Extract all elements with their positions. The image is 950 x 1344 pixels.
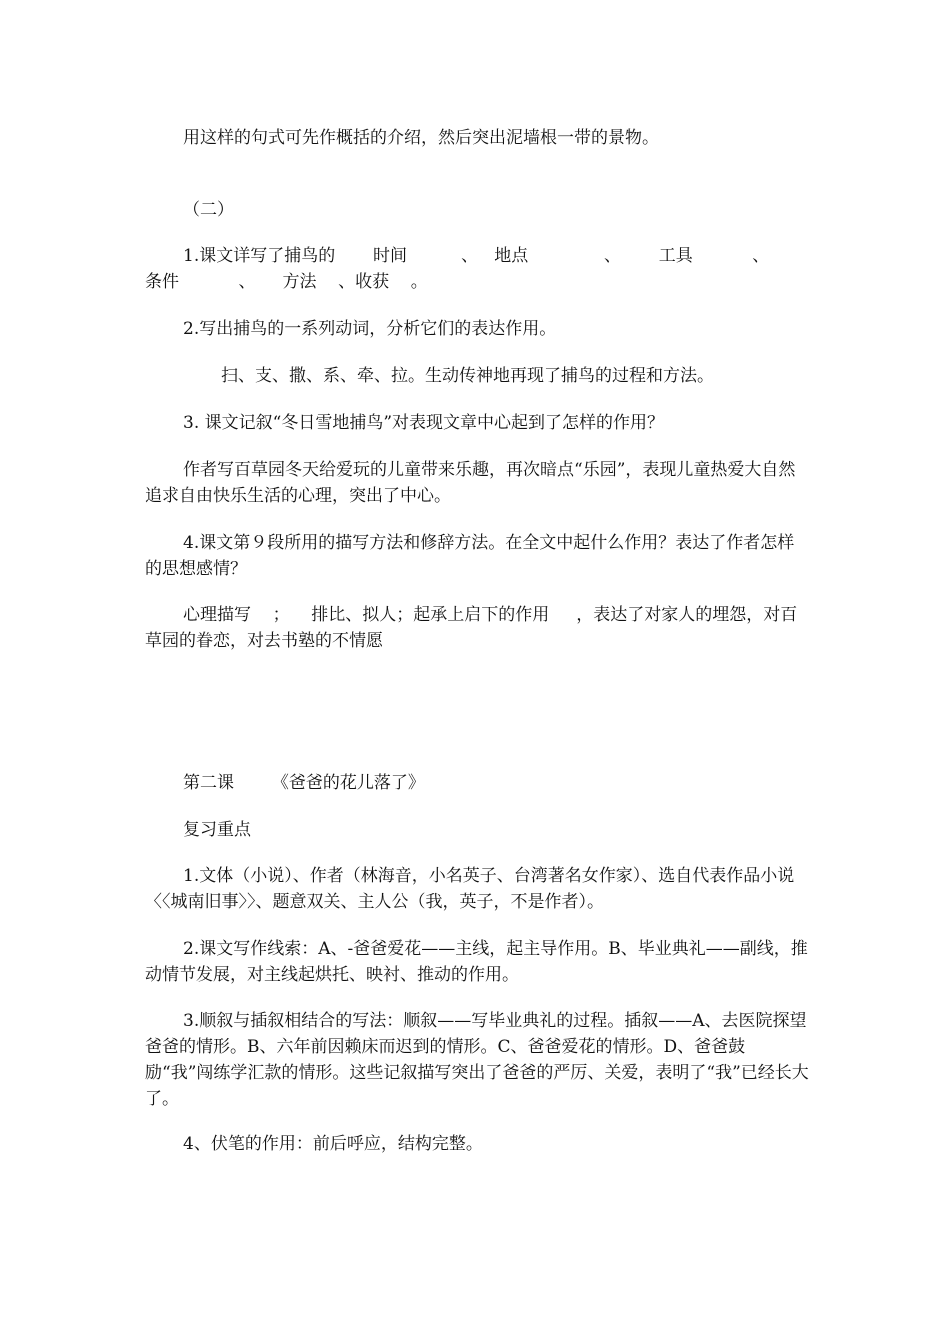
review-point-4: 4、伏笔的作用：前后呼应，结构完整。 xyxy=(183,1134,483,1154)
question-3: 3. 课文记叙“冬日雪地捕鸟”对表现文章中心起到了怎样的作用？ xyxy=(183,413,665,433)
review-point-1: 1.文体（小说）、作者（林海音，小名英子、台湾著名女作家）、选自代表作品小说〈〈城南旧事〉〉、题意双关、主人公（我，英子，不是作者）。 xyxy=(145,866,795,912)
review-heading: 复习重点 xyxy=(183,820,251,840)
question-2: 2.写出捕鸟的一系列动词，分析它们的表达作用。 xyxy=(183,319,557,339)
question-3-answer: 作者写百草园冬天给爱玩的儿童带来乐趣，再次暗点“乐园”，表现儿童热爱大自然追求自由快乐生活的心理，突出了中心。 xyxy=(145,460,796,506)
section-heading: （二） xyxy=(183,200,234,220)
lesson-title: 第二课 《爸爸的花儿落了》 xyxy=(183,773,425,793)
review-point-3: 3.顺叙与插叙相结合的写法：顺叙——写毕业典礼的过程。插叙——A、去医院探望爸爸的情形。B、六年前因赖床而迟到的情形。C、爸爸爱花的情形。D、爸爸鼓励“我”闯练学汇款的情形。这些记叙描写突出了爸爸的严厉、关爱，表明了“我”已经长大了。 xyxy=(145,1011,809,1109)
intro-paragraph: 用这样的句式可先作概括的介绍，然后突出泥墙根一带的景物。 xyxy=(183,128,659,148)
question-1-line-1: 1.课文详写了捕鸟的 时间 、 地点 、 工具 、 xyxy=(183,246,770,266)
question-4-answer: 心理描写 ； 排比、拟人；起承上启下的作用 ，表达了对家人的埋怨，对百草园的眷恋，对去书塾的不情愿 xyxy=(145,605,798,651)
question-1-line-2: 条件 、 方法 、收获 。 xyxy=(145,272,428,292)
review-point-2: 2.课文写作线索：A、-爸爸爱花——主线，起主导作用。B、毕业典礼——副线，推动情节发展，对主线起烘托、映衬、推动的作用。 xyxy=(145,939,808,985)
question-2-answer: 扫、支、撒、系、牵、拉。生动传神地再现了捕鸟的过程和方法。 xyxy=(221,366,714,386)
question-4: 4.课文第９段所用的描写方法和修辞方法。在全文中起什么作用？表达了作者怎样的思想感情？ xyxy=(145,533,795,579)
